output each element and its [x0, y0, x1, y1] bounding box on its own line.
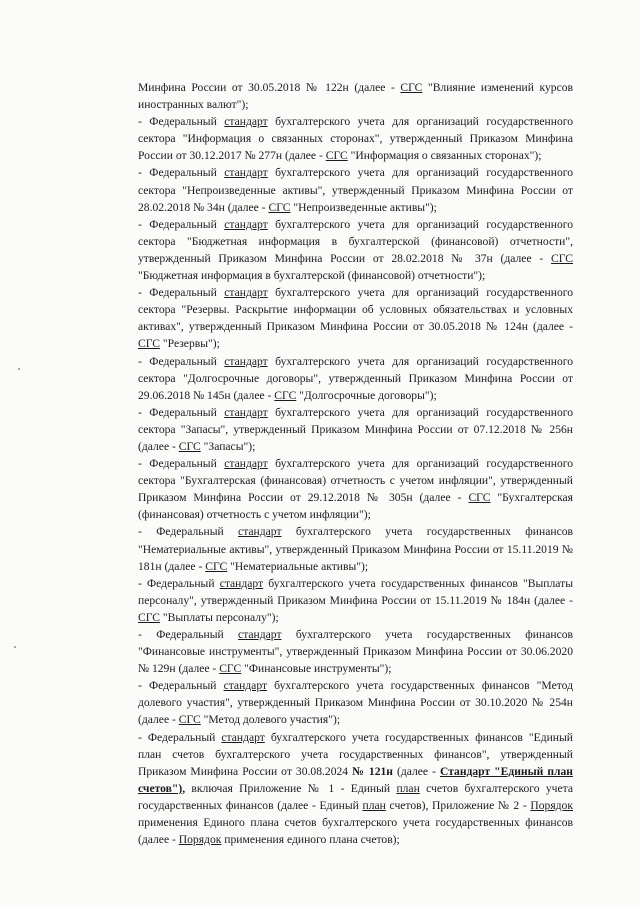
underlined-reference: план — [396, 781, 420, 795]
paragraph-standard-item — [138, 353, 573, 404]
text-run: "Нематериальные активы"); — [227, 559, 369, 573]
text-run: бухгалтерского учета государственных финансов "Метод долевого участия", утвержденный Приказом Минфина России от 30.10.2020 № 254н (далее - — [138, 679, 573, 727]
bold-text: , — [182, 781, 186, 795]
underlined-reference: стандарт — [223, 679, 268, 693]
underlined-reference: стандарт — [221, 730, 265, 744]
paragraph-continuation — [138, 79, 573, 113]
underlined-reference: стандарт — [224, 217, 268, 231]
text-run: бухгалтерского учета для организаций государственного сектора "Долгосрочные договоры", утвержденный Приказом Минфина России от 29.06.2018 № 145н (далее - — [138, 354, 574, 402]
underlined-reference: СГС — [274, 388, 297, 402]
text-run: "Резервы"); — [160, 337, 220, 351]
text-run: Минфина России от 30.05.2018 № 122н (далее - — [138, 81, 401, 94]
scan-speck — [14, 646, 16, 648]
text-run: бухгалтерского учета для организаций государственного сектора "Бухгалтерская (финансовая) отчетность с учетом инфляции", утвержденный Приказом Минфина России от 29.12.2018 № 305н (далее - — [138, 457, 574, 505]
underlined-reference: стандарт — [224, 166, 268, 180]
underlined-reference: стандарт — [238, 628, 282, 641]
text-run: "Метод долевого участия"); — [200, 713, 341, 727]
underlined-reference: СГС — [178, 713, 201, 727]
text-run: - Федеральный — [138, 457, 225, 471]
text-run: - Федеральный — [138, 730, 222, 744]
underlined-reference: СГС — [138, 610, 161, 624]
text-run: счетов бухгалтерского учета государственных финансов (далее - Единый — [138, 781, 574, 812]
underlined-reference: Стандарт "Единый план счетов") — [138, 764, 573, 795]
underlined-reference: стандарт — [224, 286, 268, 300]
paragraph-standard-item — [138, 575, 573, 626]
text-run: - Федеральный — [138, 628, 239, 641]
text-run: бухгалтерского учета для организаций государственного сектора "Информация о связанных сторонах", утвержденный Приказом Минфина России от 30.12.2017 № 277н (далее - — [138, 115, 574, 163]
underlined-reference: СГС — [178, 439, 201, 453]
underlined-reference: СГС — [400, 81, 423, 94]
underlined-reference: СГС — [268, 200, 291, 214]
text-run: применения Единого плана счетов бухгалтерского учета государственных финансов (далее - — [138, 816, 573, 847]
paragraph-standard-item — [138, 677, 573, 728]
text-run: "Выплаты персоналу"); — [160, 610, 279, 624]
text-run: - Федеральный — [138, 115, 225, 129]
text-run: бухгалтерского учета государственных финансов "Нематериальные активы", утвержденный Приказом Минфина России от 15.11.2019 № 181н (далее - — [138, 525, 573, 573]
underlined-reference: стандарт — [219, 576, 264, 590]
text-run: включая Приложение № 1 - Единый — [185, 781, 397, 795]
text-run: - Федеральный — [138, 576, 220, 590]
paragraph-standard-item — [138, 455, 573, 523]
text-run: бухгалтерского учета для организаций государственного сектора "Резервы. Раскрытие информации об условных обязательствах и условных активах", утвержденный Приказом Минфина России от 30.05.2018 № 124н (далее - — [138, 286, 574, 334]
text-run: - Федеральный — [138, 354, 225, 368]
text-run: "Непроизведенные активы"); — [290, 200, 437, 214]
text-run: "Бюджетная информация в бухгалтерской (финансовой) отчетности"); — [138, 269, 486, 283]
text-run: "Информация о связанных сторонах"); — [347, 149, 542, 163]
scan-speck — [18, 368, 20, 370]
text-run: - Федеральный — [138, 286, 225, 300]
text-run: - Федеральный — [138, 679, 224, 693]
text-run: бухгалтерского учета государственных финансов "Финансовые инструменты", утвержденный Приказом Минфина России от 30.06.2020 № 129н (далее - — [138, 628, 573, 676]
underlined-reference: СГС — [468, 491, 491, 505]
paragraph-standard-item — [138, 284, 573, 352]
underlined-reference: стандарт — [224, 354, 268, 368]
text-run: - Федеральный — [138, 405, 225, 419]
underlined-reference: стандарт — [224, 115, 268, 129]
underlined-reference: Порядок — [178, 833, 222, 847]
underlined-reference: стандарт — [224, 457, 268, 471]
underlined-reference: СГС — [138, 337, 161, 351]
paragraph-standard-item — [138, 404, 573, 455]
underlined-reference: СГС — [550, 251, 573, 265]
document-body — [138, 79, 573, 848]
text-run: - Федеральный — [138, 166, 225, 180]
text-run: бухгалтерского учета для организаций государственного сектора "Бюджетная информация в бухгалтерской (финансовой) отчетности", утвержденный Приказом Минфина России от 28.02.2018 № 37н (далее - — [138, 217, 574, 265]
paragraph-standard-item — [138, 729, 573, 849]
text-run: - Федеральный — [138, 525, 239, 539]
text-run: бухгалтерского учета государственных финансов "Единый план счетов бухгалтерского учета государственных финансов", утвержденный Приказом Минфина России от 30.08.2024 — [138, 730, 573, 778]
text-run: применения единого плана счетов); — [221, 833, 400, 847]
underlined-reference: СГС — [205, 559, 228, 573]
text-run: счетов), Приложение № 2 - — [385, 798, 531, 812]
text-run: - Федеральный — [138, 217, 225, 231]
paragraph-standard-item — [138, 113, 573, 164]
underlined-reference: СГС — [219, 662, 242, 676]
text-run: бухгалтерского учета для организаций государственного сектора "Непроизведенные активы", утвержденный Приказом Минфина России от 28.02.2018 № 34н (далее - — [138, 166, 574, 214]
text-run: "Влияние изменений курсов иностранных валют"); — [138, 81, 573, 112]
paragraph-standard-item — [138, 164, 573, 215]
text-run: "Финансовые инструменты"); — [241, 662, 392, 676]
underlined-reference: Порядок — [530, 798, 573, 812]
text-run: (далее - — [392, 764, 440, 778]
underlined-reference: план — [362, 798, 386, 812]
underlined-reference: стандарт — [238, 525, 282, 539]
text-run: бухгалтерского учета для организаций государственного сектора "Запасы", утвержденный Приказом Минфина России от 07.12.2018 № 256н (далее - — [138, 405, 574, 453]
bold-text: № 121н — [352, 764, 393, 778]
underlined-reference: СГС — [325, 149, 348, 163]
text-run: "Долгосрочные договоры"); — [296, 388, 437, 402]
paragraph-standard-item — [138, 626, 573, 677]
paragraph-standard-item — [138, 523, 573, 574]
underlined-reference: стандарт — [224, 405, 268, 419]
text-run: "Запасы"); — [200, 439, 256, 453]
text-run: бухгалтерского учета государственных финансов "Выплаты персоналу", утвержденный Приказом Минфина России от 15.11.2019 № 184н (далее - — [138, 576, 573, 607]
paragraph-standard-item — [138, 216, 573, 284]
text-run: "Бухгалтерская (финансовая) отчетность с учетом инфляции"); — [138, 491, 573, 522]
